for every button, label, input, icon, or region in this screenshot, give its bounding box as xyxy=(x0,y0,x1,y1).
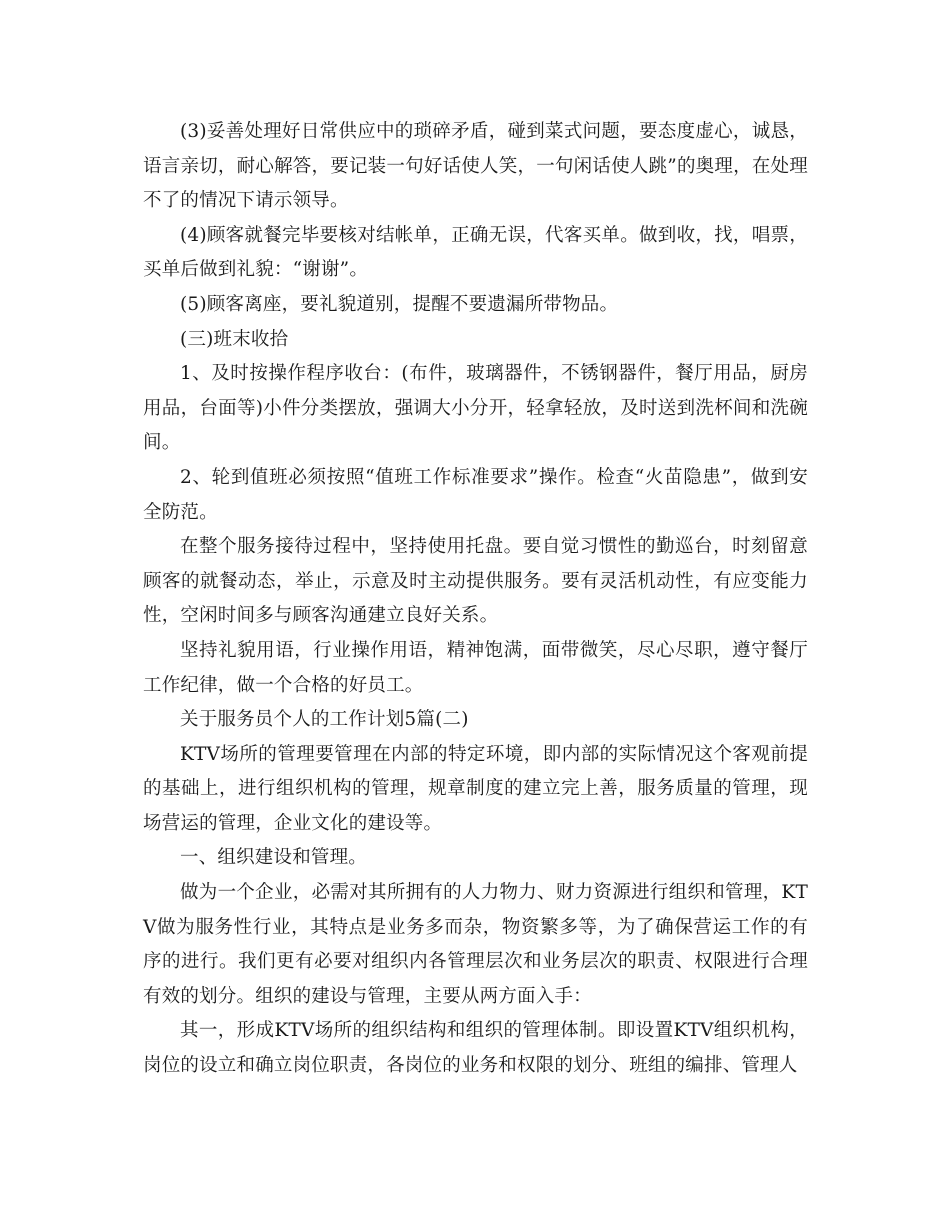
paragraph-service-4: (4)顾客就餐完毕要核对结帐单，正确无误，代客买单。做到收，找，唱票，买单后做到礼貌：“谢谢”。 xyxy=(143,224,808,281)
paragraph-service-3: (3)妥善处理好日常供应中的琐碎矛盾，碰到菜式问题，要态度虚心，诚恳，语言亲切，耐心解答，要记装一句好话使人笑，一句闲话使人跳”的奥理，在处理不了的情况下请示领导。 xyxy=(143,121,808,212)
section-heading-organization: 一、组织建设和管理。 xyxy=(180,847,368,869)
paragraph-closing-2: 2、轮到值班必须按照“值班工作标准要求”操作。检查“火苗隐患”，做到安全防范。 xyxy=(143,466,808,523)
paragraph-etiquette: 坚持礼貌用语，行业操作用语，精神饱满，面带微笑，尽心尽职，遵守餐厅工作纪律，做一个合格的好员工。 xyxy=(143,639,808,696)
paragraph-service-5: (5)顾客离座，要礼貌道别，提醒不要遗漏所带物品。 xyxy=(180,293,619,315)
paragraph-tray-service: 在整个服务接待过程中，坚持使用托盘。要自觉习惯性的勤巡台，时刻留意顾客的就餐动态，举止，示意及时主动提供服务。要有灵活机动性，有应变能力性，空闲时间多与顾客沟通建立良好关系。 xyxy=(143,536,808,627)
paragraph-ktv-intro: KTV场所的管理要管理在内部的特定环境，即内部的实际情况这个客观前提的基础上，进行组织机构的管理，规章制度的建立完上善，服务质量的管理，现场营运的管理，企业文化的建设等。 xyxy=(143,743,808,834)
paragraph-closing-1: 1、及时按操作程序收台：(布件，玻璃器件，不锈钢器件，餐厅用品，厨房用品，台面等)小件分类摆放，强调大小分开，轻拿轻放，及时送到洗杯间和洗碗间。 xyxy=(143,363,808,454)
paragraph-structure: 其一，形成KTV场所的组织结构和组织的管理体制。即设置KTV组织机构，岗位的设立和确立岗位职责，各岗位的业务和权限的划分、班组的编排、管理人 xyxy=(143,1020,808,1077)
paragraph-organization: 做为一个企业，必需对其所拥有的人力物力、财力资源进行组织和管理，KTV做为服务性行业，其特点是业务多而杂，物资繁多等，为了确保营运工作的有序的进行。我们更有必要对组织内各管理层次和业务层次的职责、权限进行合理有效的划分。组织的建设与管理，主要从两方面入手： xyxy=(143,882,808,1007)
article-subtitle: 关于服务员个人的工作计划5篇(二) xyxy=(180,709,469,731)
document-body xyxy=(143,115,808,1084)
section-heading-closing: (三)班末收拾 xyxy=(180,328,289,350)
